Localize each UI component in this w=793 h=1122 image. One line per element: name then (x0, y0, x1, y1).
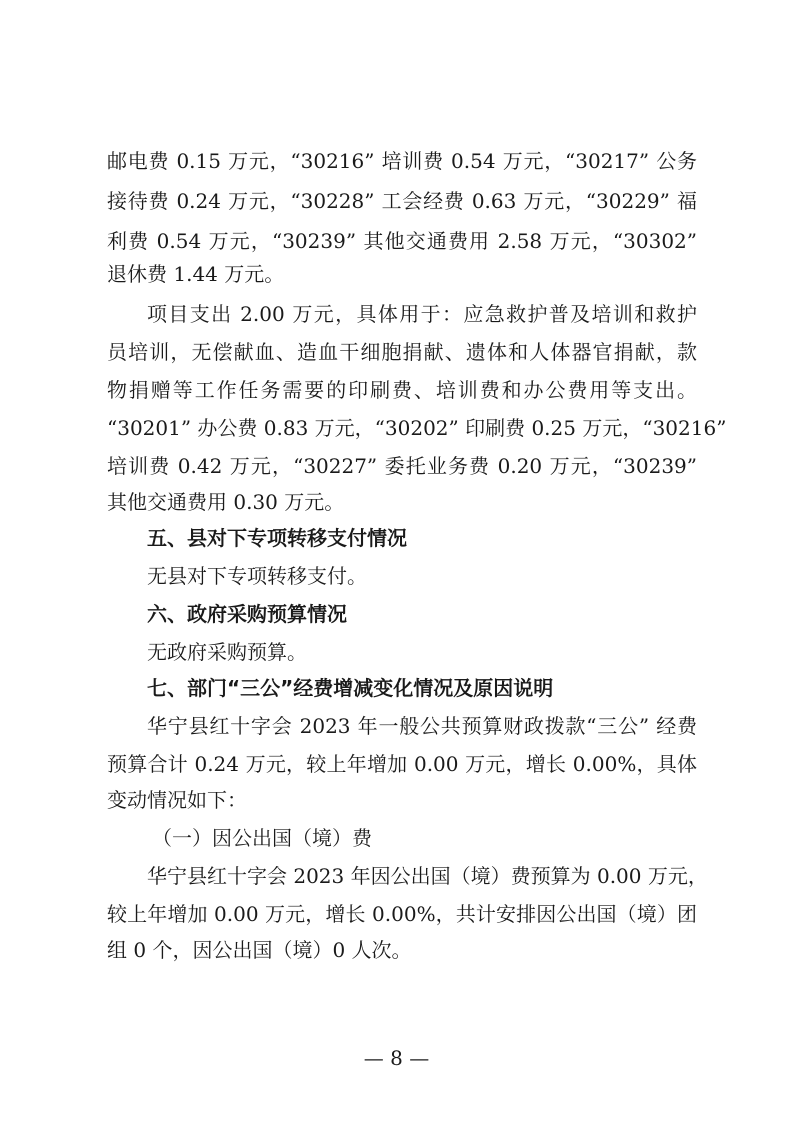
section-heading-5: 五、县对下专项转移支付情况 (147, 526, 407, 550)
body-line-12: 无政府采购预算。 (147, 640, 307, 664)
body-line-5: 项目支出 2.00 万元，具体用于：应急救护普及培训和救护 (147, 302, 697, 326)
section-heading-7: 七、部门“三公”经费增减变化情况及原因说明 (147, 676, 554, 700)
body-line-15: 变动情况如下： (107, 788, 247, 812)
body-line-1: 邮电费 0.15 万元，“30216” 培训费 0.54 万元，“30217” 公务 (107, 149, 697, 173)
body-line-18: 组 0 个，因公出国（境）0 人次。 (107, 938, 412, 962)
body-line-9: 培训费 0.42 万元，“30227” 委托业务费 0.20 万元，“30239” (107, 454, 697, 478)
body-line-10: 其他交通费用 0.30 万元。 (107, 490, 345, 514)
subsection-heading-1: （一）因公出国（境）费 (152, 826, 372, 850)
page-number: — 8 — (363, 1046, 430, 1070)
body-line-16: 华宁县红十字会 2023 年因公出国（境）费预算为 0.00 万元， (147, 864, 708, 888)
section-heading-6: 六、政府采购预算情况 (147, 602, 347, 626)
body-line-6: 员培训，无偿献血、造血干细胞捐献、遗体和人体器官捐献，款 (107, 340, 697, 364)
body-line-2: 接待费 0.24 万元，“30228” 工会经费 0.63 万元，“30229” 福 (107, 189, 697, 213)
body-line-3: 利费 0.54 万元，“30239” 其他交通费用 2.58 万元，“30302” (107, 229, 697, 253)
body-line-13: 华宁县红十字会 2023 年一般公共预算财政拨款“三公” 经费 (147, 714, 697, 738)
body-line-4: 退休费 1.44 万元。 (107, 262, 285, 286)
body-line-11: 无县对下专项转移支付。 (147, 564, 367, 588)
body-line-17: 较上年增加 0.00 万元，增长 0.00%，共计安排因公出国（境）团 (107, 902, 697, 926)
body-line-8: “30201” 办公费 0.83 万元，“30202” 印刷费 0.25 万元，“30216” (107, 416, 727, 440)
body-line-14: 预算合计 0.24 万元，较上年增加 0.00 万元，增长 0.00%，具体 (107, 752, 697, 776)
body-line-7: 物捐赠等工作任务需要的印刷费、培训费和办公费用等支出。 (107, 378, 697, 402)
